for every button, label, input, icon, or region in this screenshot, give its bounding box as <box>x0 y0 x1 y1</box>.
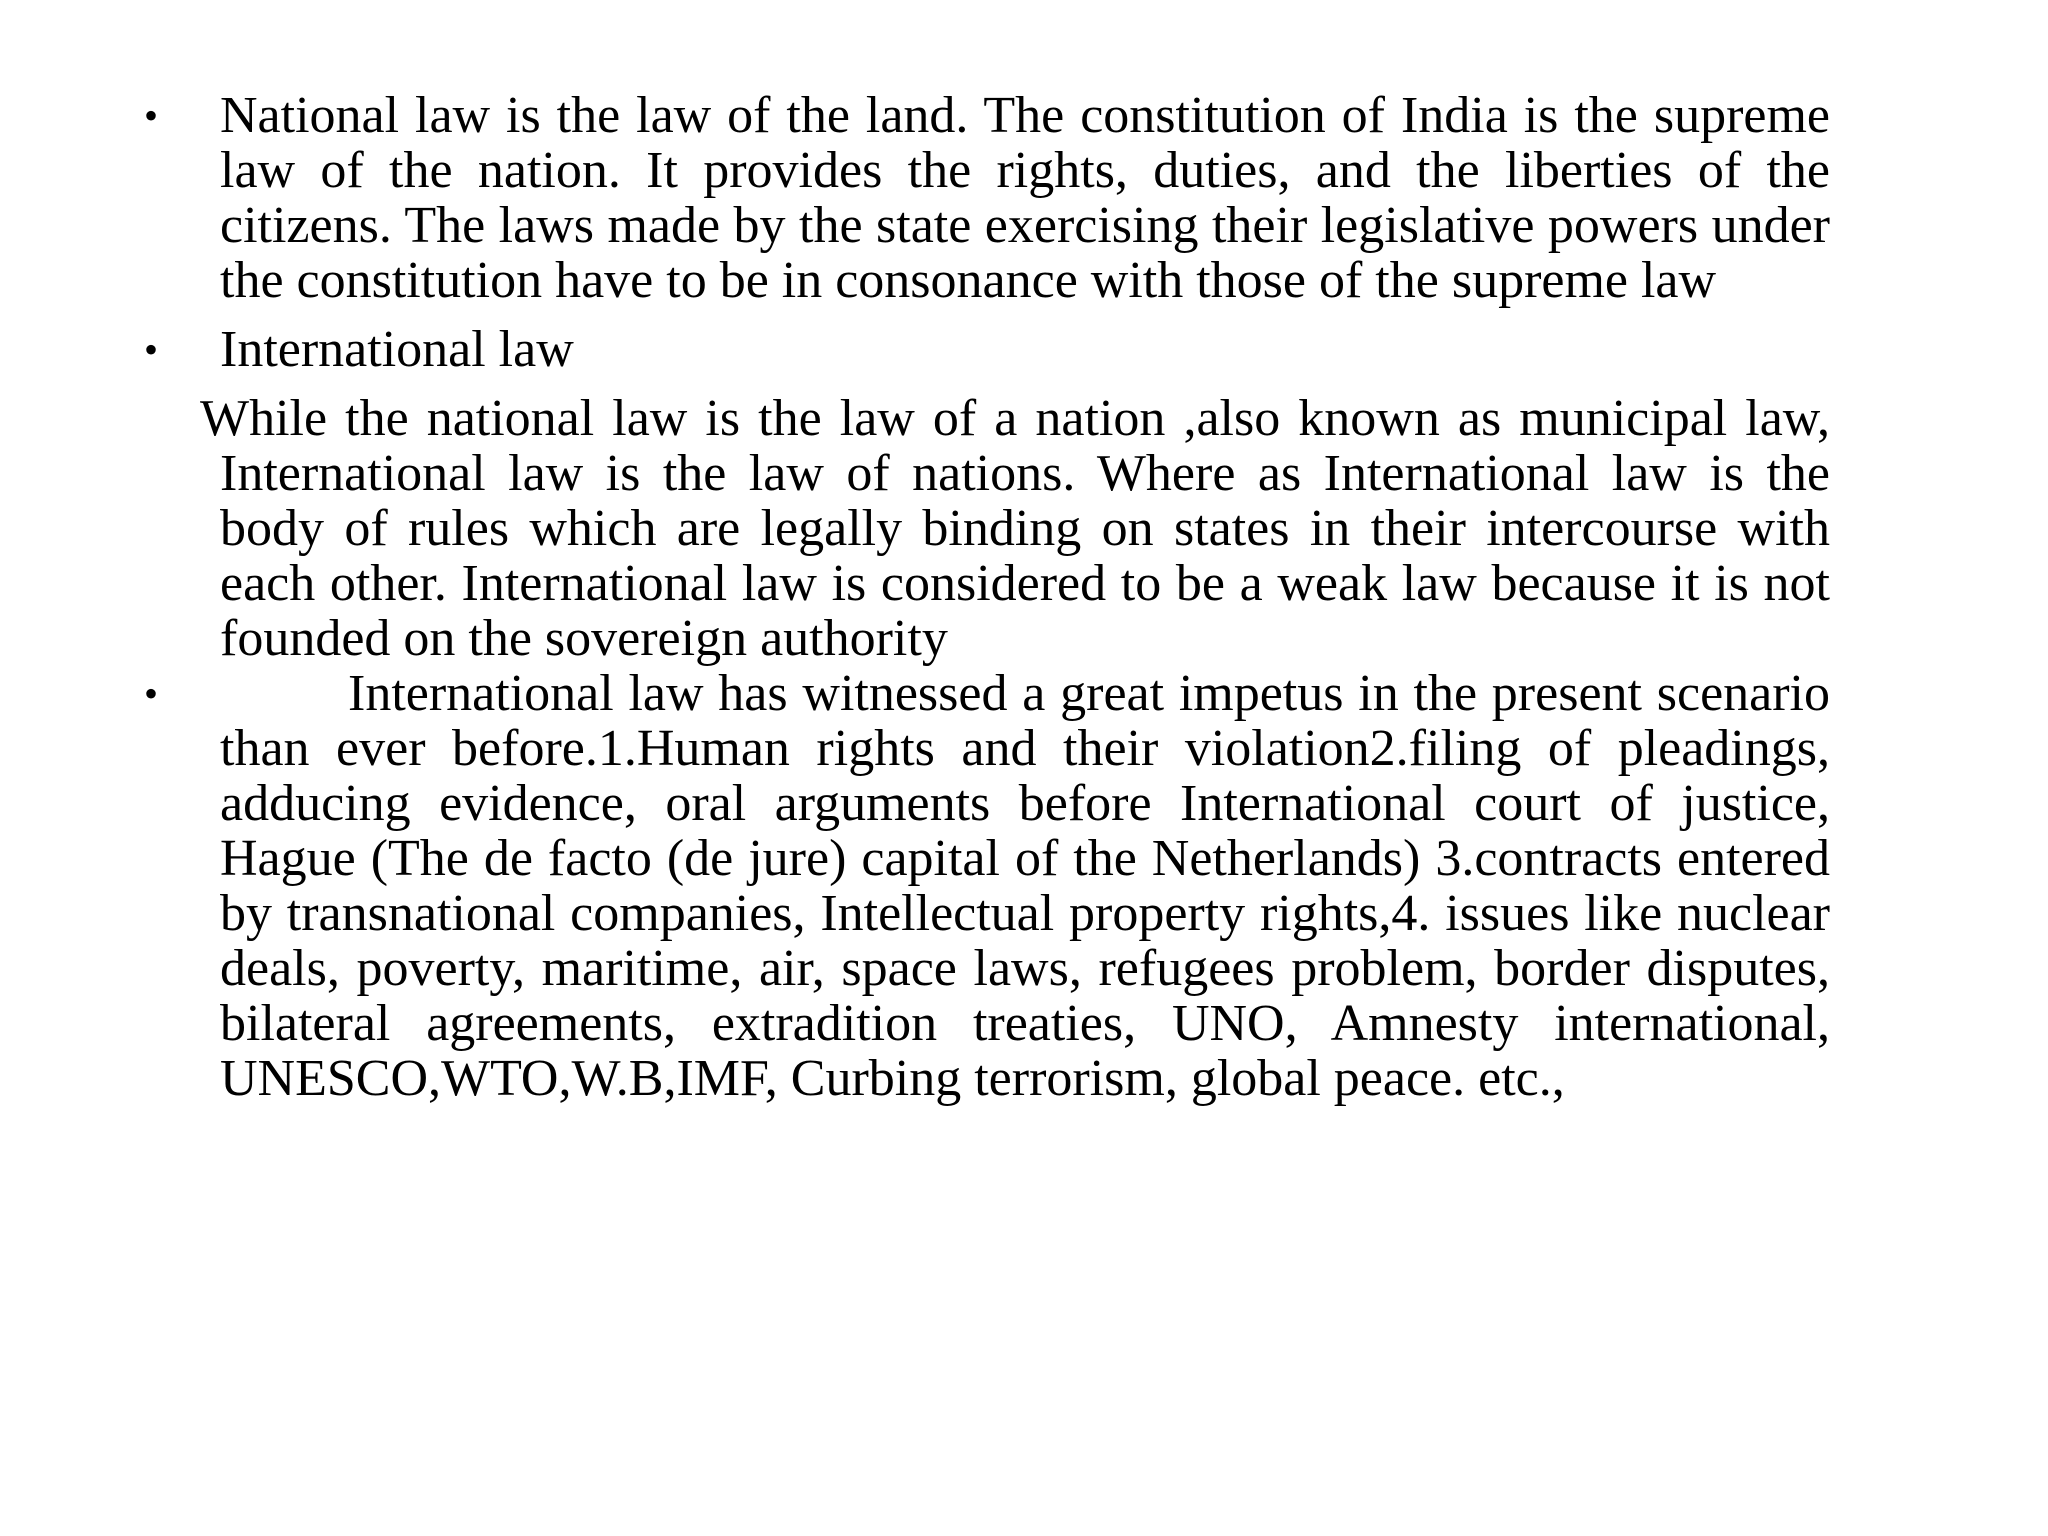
bullet-text: International law has witnessed a great impetus in the present scenario than ever before.1.Human rights and their violation2.filing of pleadings, adducing evidence, oral arguments before International court of justice, Hague (The de facto (de jure) capital of the Netherlands) 3.contracts entered by transnational companies, Intellectual property rights,4. issues like nuclear deals, poverty, maritime, air, space laws, refugees problem, border disputes, bilateral agreements, extradition treaties, UNO, Amnesty international, UNESCO,WTO,W.B,IMF, Curbing terrorism, global peace. etc., <box>220 665 1830 1107</box>
bullet-text: National law is the law of the land. The constitution of India is the supreme law of the nation. It provides the rights, duties, and the liberties of the citizens. The laws made by the state exercising their legislative powers under the constitution have to be in consonance with those of the supreme law <box>220 87 1830 309</box>
bullet-text: International law <box>220 321 574 378</box>
bullet-icon: • <box>144 93 159 138</box>
bullet-icon: • <box>144 671 159 716</box>
bullet-item-national-law <box>140 88 1830 308</box>
paragraph-text: While the national law is the law of a nation ,also known as municipal law, International law is the law of nations. Where as International law is the body of rules which are legally binding on states in their intercourse with each other. International law is considered to be a weak law because it is not founded on the sovereign authority <box>200 390 1830 667</box>
slide-body <box>140 88 1830 1106</box>
bullet-item-international-law-impetus <box>140 666 1830 1106</box>
bullet-item-international-law-heading <box>140 322 1830 377</box>
bullet-icon: • <box>144 327 159 372</box>
paragraph-international-law <box>140 391 1830 666</box>
